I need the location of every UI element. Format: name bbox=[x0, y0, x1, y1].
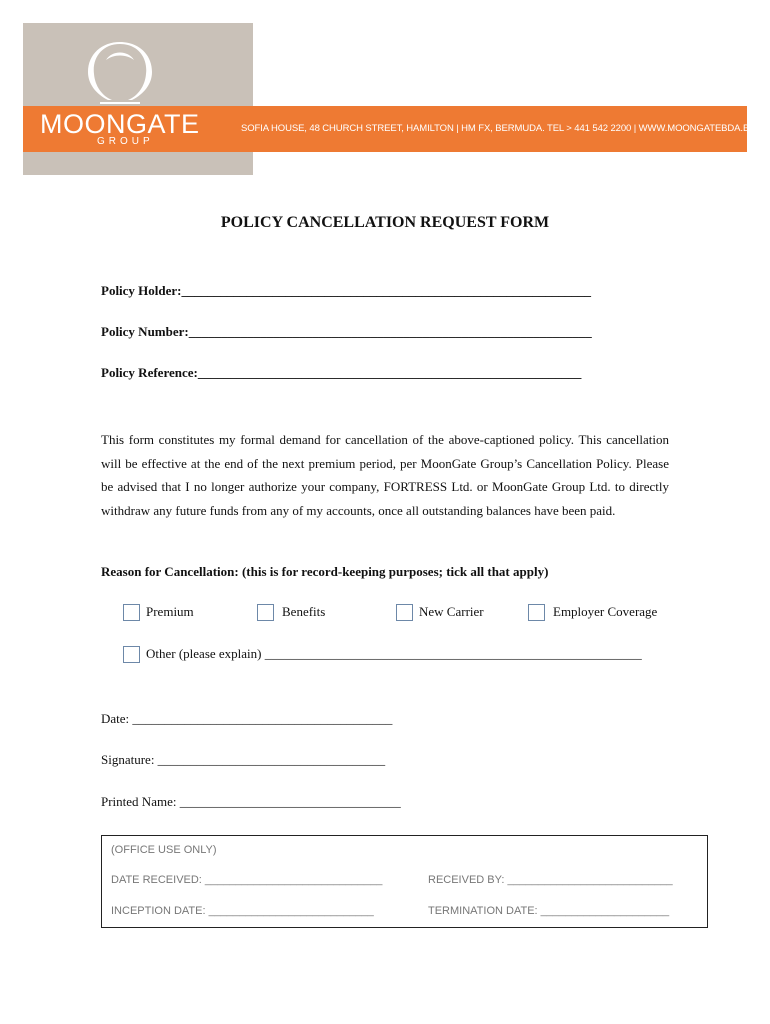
policy-reference-field[interactable]: Policy Reference:___________________________________________________________ bbox=[101, 365, 582, 380]
checkbox-other[interactable] bbox=[123, 646, 140, 663]
date-field[interactable]: Date: ________________________________________ bbox=[101, 711, 393, 726]
option-new-carrier-label: New Carrier bbox=[419, 604, 484, 619]
option-employer-coverage[interactable] bbox=[528, 602, 657, 622]
option-other-label: Other (please explain) __________________________________________________________ bbox=[146, 646, 642, 661]
company-address: SOFIA HOUSE, 48 CHURCH STREET, HAMILTON | HM FX, BERMUDA. TEL > 441 542 2200 | WWW.MOONGATEBDA.BM bbox=[241, 123, 758, 134]
signature-field[interactable]: Signature: ___________________________________ bbox=[101, 752, 386, 767]
printed-name-field[interactable]: Printed Name: __________________________________ bbox=[101, 794, 401, 809]
option-benefits-label: Benefits bbox=[282, 604, 326, 619]
checkbox-benefits[interactable] bbox=[257, 604, 274, 621]
option-premium-label: Premium bbox=[146, 604, 194, 619]
office-use-box bbox=[101, 835, 708, 928]
termination-date-field[interactable]: TERMINATION DATE: _____________________ bbox=[428, 905, 670, 917]
option-new-carrier[interactable] bbox=[396, 602, 484, 622]
checkbox-employer-coverage[interactable] bbox=[528, 604, 545, 621]
moongate-logo-icon bbox=[82, 40, 158, 106]
inception-date-field[interactable]: INCEPTION DATE: ___________________________ bbox=[111, 905, 374, 917]
date-received-field[interactable]: DATE RECEIVED: _____________________________ bbox=[111, 874, 383, 886]
option-other[interactable] bbox=[123, 644, 642, 664]
brand-name: MOONGATE bbox=[40, 109, 200, 139]
checkbox-new-carrier[interactable] bbox=[396, 604, 413, 621]
received-by-field[interactable]: RECEIVED BY: ___________________________ bbox=[428, 874, 673, 886]
option-benefits[interactable] bbox=[257, 602, 325, 622]
reason-heading: Reason for Cancellation: (this is for record-keeping purposes; tick all that apply) bbox=[101, 564, 549, 579]
option-employer-coverage-label: Employer Coverage bbox=[553, 604, 658, 619]
brand-subtitle: GROUP bbox=[97, 136, 154, 147]
office-use-title: (OFFICE USE ONLY) bbox=[111, 844, 217, 856]
policy-holder-field[interactable]: Policy Holder:_______________________________________________________________ bbox=[101, 283, 592, 298]
form-title: POLICY CANCELLATION REQUEST FORM bbox=[220, 214, 550, 231]
policy-number-field[interactable]: Policy Number:______________________________________________________________ bbox=[101, 324, 592, 339]
option-premium[interactable] bbox=[123, 602, 194, 622]
cancellation-statement: This form constitutes my formal demand for cancellation of the above-captioned policy. This cancellation will be effective at the end of the next premium period, per MoonGate Group’s Cancellation Policy. Please be advised that I no longer authorize your company, FORTRESS Ltd. or MoonGate Group Ltd. to directly withdraw any future funds from any of my accounts, once all outstanding balances have been paid. bbox=[101, 432, 669, 518]
checkbox-premium[interactable] bbox=[123, 604, 140, 621]
